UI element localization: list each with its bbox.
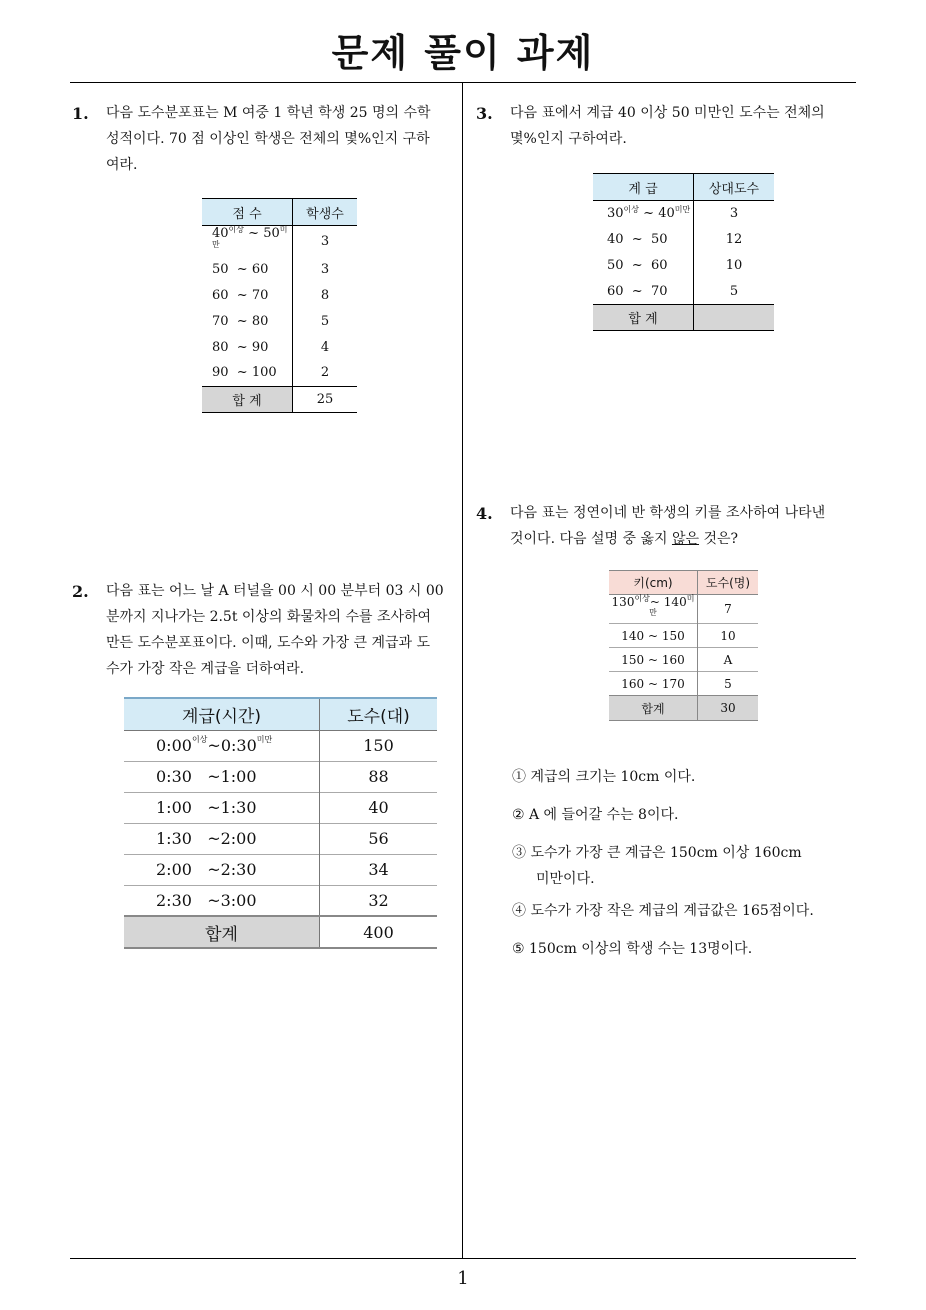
q1-class-cell: $40^{이상}$ ~ $50^{미만}$: [202, 226, 293, 257]
q4-count-cell: 7: [724, 602, 732, 616]
question-2-line: 다음 표는 어느 날 A 터널을 00 시 00 분부터 03 시 00: [106, 583, 444, 599]
q2-header-class: 계급(시간): [124, 698, 320, 730]
question-4-line: 것이다. 다음 설명 중 옳지 않은 것은?: [510, 531, 739, 547]
q1-count-cell: 5: [320, 313, 330, 329]
question-1-text: [106, 100, 456, 178]
q4-class-cell: 150 ~ 160: [609, 648, 698, 672]
q3-value-cell: 5: [729, 283, 739, 299]
q2-class-cell: 1:30 ~2:00: [124, 823, 320, 854]
underline-emphasis: 않은: [671, 531, 700, 547]
q4-count-cell: 10: [720, 628, 736, 643]
q1-class-cell: 60 ~ 70: [202, 282, 293, 308]
question-2-line: 분까지 지나가는 2.5t 이상의 화물차의 수를 조사하여: [106, 609, 432, 625]
top-rule: [70, 82, 856, 83]
question-3-line: 다음 표에서 계급 40 이상 50 미만인 도수는 전체의: [510, 105, 825, 121]
question-2-number: 2.: [72, 582, 89, 601]
q3-class-cell: 40 ~ 50: [593, 227, 694, 253]
q3-class-cell: 60 ~ 70: [593, 279, 694, 305]
question-1-line: 여라.: [106, 157, 138, 173]
q1-header-score: 점 수: [202, 199, 293, 226]
q1-count-cell: 2: [320, 365, 330, 381]
q2-frequency-table: [124, 697, 437, 949]
option-4[interactable]: ④ 도수가 가장 작은 계급의 계급값은 165점이다.: [512, 903, 814, 919]
q3-value-cell: 10: [725, 258, 743, 273]
q1-frequency-table: [202, 198, 357, 413]
q2-header-count: 도수(대): [347, 706, 410, 727]
q2-count-cell: 150: [363, 736, 394, 755]
q1-class-cell: 50 ~ 60: [202, 256, 293, 282]
q1-total-value: 25: [316, 391, 334, 407]
q4-height-table: [609, 570, 758, 721]
question-2-text: [106, 578, 458, 682]
q1-class-cell: 70 ~ 80: [202, 308, 293, 334]
q2-count-cell: 34: [368, 860, 389, 879]
q2-class-cell: 2:00 ~2:30: [124, 854, 320, 885]
option-5[interactable]: ⑤ 150cm 이상의 학생 수는 13명이다.: [512, 941, 753, 957]
option-3-continued: 미만이다.: [536, 871, 595, 887]
question-4-line: 다음 표는 정연이네 반 학생의 키를 조사하여 나타낸: [510, 505, 826, 521]
option-2[interactable]: ② A 에 들어갈 수는 8이다.: [512, 807, 679, 823]
question-2-line: 만든 도수분포표이다. 이때, 도수와 가장 큰 계급과 도: [106, 635, 431, 651]
question-2-line: 수가 가장 작은 계급을 더하여라.: [106, 661, 305, 677]
question-4-text: [510, 500, 862, 552]
q1-count-cell: 3: [320, 233, 330, 249]
q1-count-cell: 8: [320, 287, 330, 303]
q2-count-cell: 88: [368, 767, 389, 786]
question-3-text: [510, 100, 860, 152]
q1-class-cell: 90 ~ 100: [202, 360, 293, 386]
question-1-line: 성적이다. 70 점 이상인 학생은 전체의 몇%인지 구하: [106, 131, 430, 147]
q1-header-count: 학생수: [306, 206, 344, 222]
q1-class-cell: 80 ~ 90: [202, 334, 293, 360]
q2-class-cell: 1:00 ~1:30: [124, 792, 320, 823]
q4-header-height: 키(cm): [609, 571, 698, 595]
q3-value-cell: 3: [729, 206, 739, 222]
bottom-rule: [70, 1258, 856, 1259]
q2-count-cell: 32: [368, 890, 389, 910]
q2-count-cell: 56: [368, 829, 389, 848]
q2-count-cell: 40: [368, 798, 389, 817]
q4-count-cell: A: [723, 652, 733, 667]
question-3-number: 3.: [476, 104, 493, 123]
q3-class-cell: $30^{이상}$ ~ $40^{미만}$: [593, 201, 694, 227]
option-1[interactable]: ① 계급의 크기는 10cm 이다.: [512, 769, 696, 785]
q2-class-cell: $0:00^{이상}\sim 0:30^{미만}$: [124, 730, 320, 761]
q3-relative-frequency-table: [593, 173, 774, 331]
q4-total-value: 30: [720, 701, 736, 715]
question-1-line: 다음 도수분포표는 M 여중 1 학년 학생 25 명의 수학: [106, 105, 431, 121]
page-number: 1: [457, 1268, 469, 1289]
q3-value-cell: 12: [725, 232, 743, 247]
question-4-number: 4.: [476, 504, 493, 523]
q4-count-cell: 5: [724, 676, 732, 691]
q4-options: [512, 764, 857, 974]
q4-header-count: 도수(명): [705, 576, 751, 590]
q4-class-cell: $130^{이상}\sim$ $140^{미만}$: [609, 595, 698, 624]
option-3[interactable]: ③ 도수가 가장 큰 계급은 150cm 이상 160cm: [512, 845, 802, 861]
q2-class-cell: 0:30 ~1:00: [124, 761, 320, 792]
question-3-line: 몇%인지 구하여라.: [510, 131, 627, 147]
q3-header-relative: 상대도수: [708, 181, 760, 197]
q3-total-value: [694, 305, 775, 331]
q2-total-value: 400: [320, 916, 438, 948]
question-1-number: 1.: [72, 104, 89, 123]
column-divider: [462, 82, 463, 1258]
q3-total-label: 합 계: [593, 305, 694, 331]
q1-total-label: 합 계: [202, 386, 293, 412]
q4-class-cell: 160 ~ 170: [609, 672, 698, 696]
q4-class-cell: 140 ~ 150: [609, 624, 698, 648]
q2-class-cell: 2:30 ~3:00: [124, 885, 320, 916]
q2-total-label: 합계: [124, 916, 320, 948]
page-title: 문제 풀이 과제: [331, 31, 595, 75]
q4-total-label: 합계: [609, 696, 698, 721]
q1-count-cell: 4: [320, 339, 330, 355]
q3-header-class: 계 급: [593, 174, 694, 201]
q3-class-cell: 50 ~ 60: [593, 253, 694, 279]
q1-count-cell: 3: [320, 261, 330, 277]
